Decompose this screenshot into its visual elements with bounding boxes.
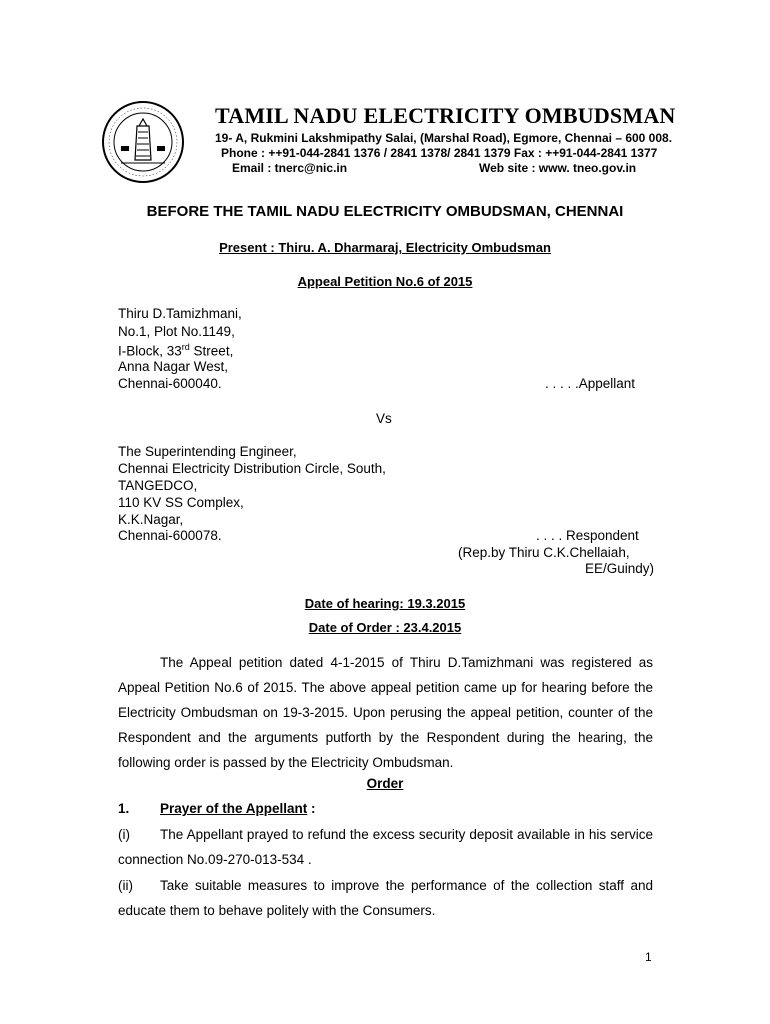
page-number: 1 xyxy=(645,950,652,964)
org-title: TAMIL NADU ELECTRICITY OMBUDSMAN xyxy=(215,103,676,128)
hearing-date-text: Date of hearing: 19.3.2015 xyxy=(304,596,466,611)
appellant-line-4: Anna Nagar West, xyxy=(118,359,229,374)
prayer-item-1-text: The Appellant prayed to refund the excess security deposit available in his service connection No.09-270-013-534 . xyxy=(118,827,653,867)
appellant-line-3 xyxy=(118,342,233,359)
present-text: Present : Thiru. A. Dharmaraj, Electricity Ombudsman xyxy=(219,240,551,255)
respondent-role: . . . . Respondent xyxy=(536,528,639,543)
prayer-item-2-text: Take suitable measures to improve the performance of the collection staff and educate them to behave politely with the Consumers. xyxy=(118,878,653,918)
order-date-text: Date of Order : 23.4.2015 xyxy=(308,620,462,635)
appeal-number xyxy=(0,274,770,289)
respondent-line-2: Chennai Electricity Distribution Circle, South, xyxy=(118,461,386,476)
order-heading-text: Order xyxy=(366,776,404,791)
appellant-block-prefix: I-Block, 33 xyxy=(118,343,182,359)
section-1-colon: : xyxy=(307,801,316,816)
respondent-line-5: K.K.Nagar, xyxy=(118,512,184,527)
section-1-label: Prayer of the Appellant xyxy=(160,801,308,816)
tneo-seal-logo xyxy=(101,100,185,184)
respondent-line-1: The Superintending Engineer, xyxy=(118,444,297,459)
respondent-line-3: TANGEDCO, xyxy=(118,478,198,493)
versus: Vs xyxy=(376,411,392,426)
prayer-item-1 xyxy=(118,822,653,872)
respondent-line-6: Chennai-600078. xyxy=(118,528,222,543)
intro-paragraph-text: The Appeal petition dated 4-1-2015 of Thiru D.Tamizhmani was registered as Appeal Petition No.6 of 2015. The above appeal petition came up for hearing before the Electricity Ombudsman on 19-3-2015. Upon perusing the appeal petition, counter of the Respondent and the arguments putforth by the Respondent during the hearing, the following order is passed by the Electricity Ombudsman. xyxy=(118,655,653,770)
appellant-line-1: Thiru D.Tamizhmani, xyxy=(118,306,242,321)
present-line xyxy=(0,240,770,255)
respondent-rep-designation: EE/Guindy) xyxy=(585,561,655,576)
respondent-line-4: 110 KV SS Complex, xyxy=(118,495,244,510)
prayer-item-2 xyxy=(118,873,653,923)
appellant-line-2: No.1, Plot No.1149, xyxy=(118,324,235,339)
order-heading xyxy=(0,776,770,791)
org-email: Email : tnerc@nic.in xyxy=(232,161,348,175)
org-phone-fax: Phone : ++91-044-2841 1376 / 2841 1378/ 2841 1379 Fax : ++91-044-2841 1377 xyxy=(221,146,658,160)
intro-paragraph xyxy=(118,650,653,775)
prayer-item-1-num: (i) xyxy=(118,827,130,842)
respondent-rep: (Rep.by Thiru C.K.Chellaiah, xyxy=(458,545,630,560)
org-address: 19- A, Rukmini Lakshmipathy Salai, (Marshal Road), Egmore, Chennai – 600 008. xyxy=(215,131,673,145)
section-1-heading xyxy=(118,801,316,816)
prayer-item-2-num: (ii) xyxy=(118,878,133,893)
appellant-role: . . . . .Appellant xyxy=(545,376,636,391)
appellant-block-suffix: Street, xyxy=(189,343,234,359)
org-website: Web site : www. tneo.gov.in xyxy=(479,161,637,175)
document-title: BEFORE THE TAMIL NADU ELECTRICITY OMBUDSMAN, CHENNAI xyxy=(146,203,624,220)
appeal-number-text: Appeal Petition No.6 of 2015 xyxy=(297,274,473,289)
section-1-number: 1. xyxy=(118,801,130,816)
order-date xyxy=(0,620,770,635)
appellant-block-sup: rd xyxy=(181,342,190,352)
appellant-line-5: Chennai-600040. xyxy=(118,376,222,391)
hearing-date xyxy=(0,596,770,611)
